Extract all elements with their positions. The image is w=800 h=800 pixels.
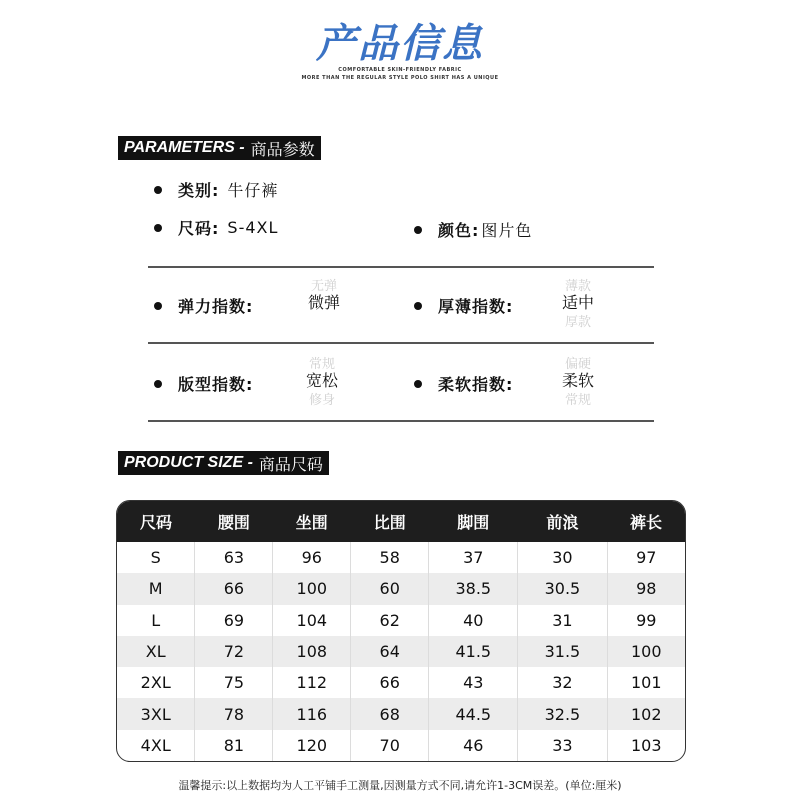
product-size-section-tag [118,451,329,475]
cell: 108 [273,636,351,667]
param-label: 尺码: [178,219,220,238]
header-waist: 腰围 [217,513,250,532]
page-title: 产品信息 [316,21,484,67]
header-thigh: 比围 [373,513,406,532]
scale-option-selected: 柔软 [561,371,594,390]
cell: 30.5 [518,573,607,604]
cell: 60 [351,573,429,604]
param-label: 厚薄指数: [438,297,514,316]
scale-option-above: 偏硬 [564,357,591,370]
scale-option-above: 薄款 [564,279,591,292]
param-label: 柔软指数: [438,375,514,394]
scale-option-below: 修身 [308,393,335,406]
header-leg-opening: 脚围 [457,513,490,532]
divider [148,266,654,268]
cell: 44.5 [429,698,518,729]
param-value: S-4XL [227,218,279,237]
cell: 63 [195,542,273,573]
product-size-section-cn: 商品尺码 [258,454,323,474]
cell: 99 [636,610,657,630]
param-label: 颜色: [438,221,480,240]
cell: 96 [273,542,351,573]
cell: 97 [636,548,657,568]
header-hip: 坐围 [295,513,328,532]
bullet-icon [154,380,162,388]
cell: 81 [195,730,273,761]
header-size: 尺码 [139,513,172,532]
cell: 32.5 [518,698,607,729]
cell: 43 [429,667,518,698]
bullet-icon [414,380,422,388]
cell: 62 [351,605,429,636]
cell: 30 [518,542,607,573]
cell: XL [117,636,195,667]
cell: 116 [273,698,351,729]
elasticity-scale [294,278,354,328]
size-table [116,500,686,762]
table-row [117,698,685,729]
cell: 4XL [117,730,195,761]
cell: 72 [195,636,273,667]
scale-option-selected: 宽松 [305,371,338,390]
measurement-note: 温馨提示:以上数据均为人工平铺手工测量,因测量方式不同,请允许1-3CM误差。(单位:厘米) [178,779,622,792]
cell: 3XL [117,698,195,729]
cell: 75 [195,667,273,698]
cell: 41.5 [429,636,518,667]
param-label: 版型指数: [178,375,254,394]
bullet-icon [154,302,162,310]
table-row [117,730,685,761]
parameters-section-tag [118,136,321,160]
cell: 112 [273,667,351,698]
param-label: 类别: [178,181,220,200]
cell: S [117,542,195,573]
cell: 2XL [117,667,195,698]
cell: 120 [273,730,351,761]
size-table-header [117,501,685,542]
bullet-icon [414,226,422,234]
table-row [117,542,685,573]
product-size-section-en: PRODUCT SIZE - [124,454,253,471]
cell: 69 [195,605,273,636]
param-thickness [414,294,513,317]
table-row [117,605,685,636]
softness-scale [548,356,608,406]
thickness-scale [548,278,608,328]
cell: 103 [630,735,662,755]
param-value: 图片色 [481,221,533,240]
cell: 31 [518,605,607,636]
table-row [117,667,685,698]
cell: 100 [273,573,351,604]
cell: 58 [351,542,429,573]
param-size [154,216,278,239]
header-length: 裤长 [629,513,662,532]
param-category [154,178,278,201]
param-value: 牛仔裤 [227,181,279,200]
fit-scale [292,356,352,406]
cell: M [117,573,195,604]
scale-option-below [294,314,354,328]
cell: 101 [630,673,662,693]
bullet-icon [414,302,422,310]
cell: 31.5 [518,636,607,667]
divider [148,420,654,422]
scale-option-selected: 微弹 [307,293,340,312]
bullet-icon [154,224,162,232]
cell: 32 [518,667,607,698]
cell: 46 [429,730,518,761]
scale-option-selected: 适中 [561,293,594,312]
scale-option-below: 厚款 [564,315,591,328]
cell: 40 [429,605,518,636]
parameters-section-en: PARAMETERS - [124,139,245,156]
cell: 100 [630,641,662,661]
cell: L [117,605,195,636]
cell: 37 [429,542,518,573]
cell: 104 [273,605,351,636]
subtitle-line-1: COMFORTABLE SKIN-FRIENDLY FABRIC [338,67,462,73]
cell: 78 [195,698,273,729]
cell: 64 [351,636,429,667]
param-softness [414,372,513,395]
subtitle-line-2: MORE THAN THE REGULAR STYLE POLO SHIRT HAS A UNIQUE [301,75,499,81]
scale-option-above: 常规 [308,357,335,370]
param-color [414,218,532,241]
scale-option-above: 无弹 [310,279,337,292]
cell: 66 [351,667,429,698]
table-row [117,636,685,667]
header-front-rise: 前浪 [546,513,579,532]
cell: 68 [351,698,429,729]
parameters-section-cn: 商品参数 [250,139,315,159]
cell: 98 [636,579,657,599]
cell: 66 [195,573,273,604]
cell: 33 [518,730,607,761]
cell: 70 [351,730,429,761]
bullet-icon [154,186,162,194]
cell: 38.5 [429,573,518,604]
param-label: 弹力指数: [178,297,254,316]
cell: 102 [630,704,662,724]
param-elasticity [154,294,253,317]
param-fit [154,372,253,395]
scale-option-below: 常规 [564,393,591,406]
divider [148,342,654,344]
table-row [117,573,685,604]
